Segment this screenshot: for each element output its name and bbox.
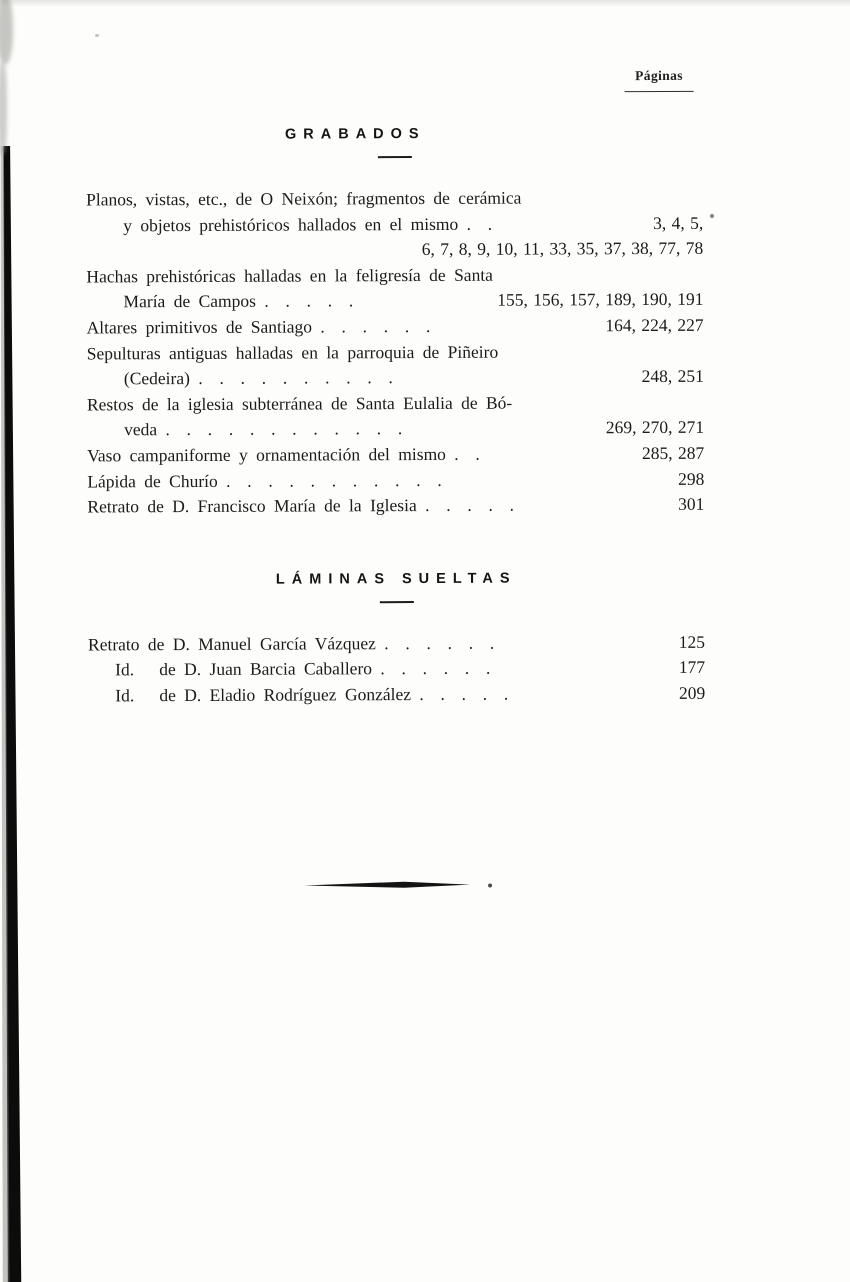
entry-page-numbers: 248, 251	[641, 365, 704, 387]
entry-text: María de Campos . . . . .	[123, 290, 354, 312]
pages-label: Páginas	[635, 67, 683, 84]
entry-text: Id. de D. Eladio Rodríguez González . . . . .	[115, 683, 509, 706]
toc-entry-line	[88, 681, 705, 709]
toc-entry-line	[86, 236, 703, 264]
toc-entry-line	[88, 655, 705, 683]
entry-text: Vaso campaniforme y ornamentación del mismo . .	[87, 443, 480, 466]
entry-page-numbers: 6, 7, 8, 9, 10, 11, 33, 35, 37, 38, 77, 78	[421, 237, 704, 260]
entry-page-numbers: 155, 156, 157, 189, 190, 191	[497, 289, 704, 311]
entry-text: Hachas prehistóricas halladas en la feligresía de Santa	[86, 264, 493, 287]
title-rule	[377, 156, 411, 158]
entry-text: veda . . . . . . . . . . . .	[124, 418, 403, 440]
toc-entry-line	[87, 338, 704, 366]
entry-text: Retrato de D. Manuel García Vázquez . . . . . .	[87, 632, 495, 655]
tailpiece-ornament-icon	[304, 878, 504, 893]
entry-text: Planos, vistas, etc., de O Neixón; fragmentos de cerámica	[86, 187, 522, 210]
entry-page-numbers: 301	[678, 493, 705, 515]
section-grabados	[86, 125, 705, 520]
toc-entry-line	[87, 364, 704, 392]
toc-entry-line	[87, 313, 704, 341]
entry-text: (Cedeira) . . . . . . . . . .	[123, 367, 393, 389]
entry-text: Restos de la iglesia subterránea de Santa Eulalia de Bó-	[86, 392, 513, 415]
section-title: LÁMINAS SUELTAS	[275, 570, 517, 588]
toc-entry-line	[86, 210, 703, 238]
toc-entry-line	[87, 390, 704, 418]
title-rule	[379, 601, 413, 603]
entry-page-numbers: 164, 224, 227	[605, 314, 704, 336]
toc-entry-line	[88, 629, 705, 657]
toc-entry-line	[87, 441, 704, 469]
entry-page-numbers: 298	[677, 468, 705, 489]
entry-list	[88, 629, 705, 708]
entry-text: Retrato de D. Francisco María de la Iglesia . . . . .	[87, 494, 514, 517]
toc-entry-line	[87, 492, 704, 520]
toc-entry-line	[86, 262, 703, 290]
entry-page-numbers: 125	[678, 631, 706, 652]
index-content	[85, 0, 705, 709]
entry-page-numbers: 285, 287	[641, 442, 705, 463]
entry-page-numbers: 269, 270, 271	[605, 417, 705, 438]
entry-text: y objetos prehistóricos hallados en el mismo . .	[123, 213, 493, 235]
entry-page-numbers: 209	[678, 682, 706, 703]
toc-entry-line	[87, 466, 704, 494]
entry-list	[86, 185, 704, 520]
section-title: GRABADOS	[284, 125, 426, 143]
section-laminas-sueltas	[88, 569, 706, 708]
toc-entry-line	[87, 415, 704, 443]
entry-text: Id. de D. Juan Barcia Caballero . . . . . .	[115, 658, 491, 680]
entry-text: Altares primitivos de Santiago . . . . . .	[86, 315, 431, 338]
entry-page-numbers: 3, 4, 5,	[653, 212, 704, 233]
entry-text: Sepulturas antiguas halladas en la parroquia de Piñeiro	[86, 341, 499, 364]
entry-page-numbers: 177	[678, 657, 706, 678]
toc-entry-line	[86, 287, 703, 315]
toc-entry-line	[86, 185, 703, 213]
entry-text: Lápida de Churío . . . . . . . . . . .	[87, 469, 442, 492]
